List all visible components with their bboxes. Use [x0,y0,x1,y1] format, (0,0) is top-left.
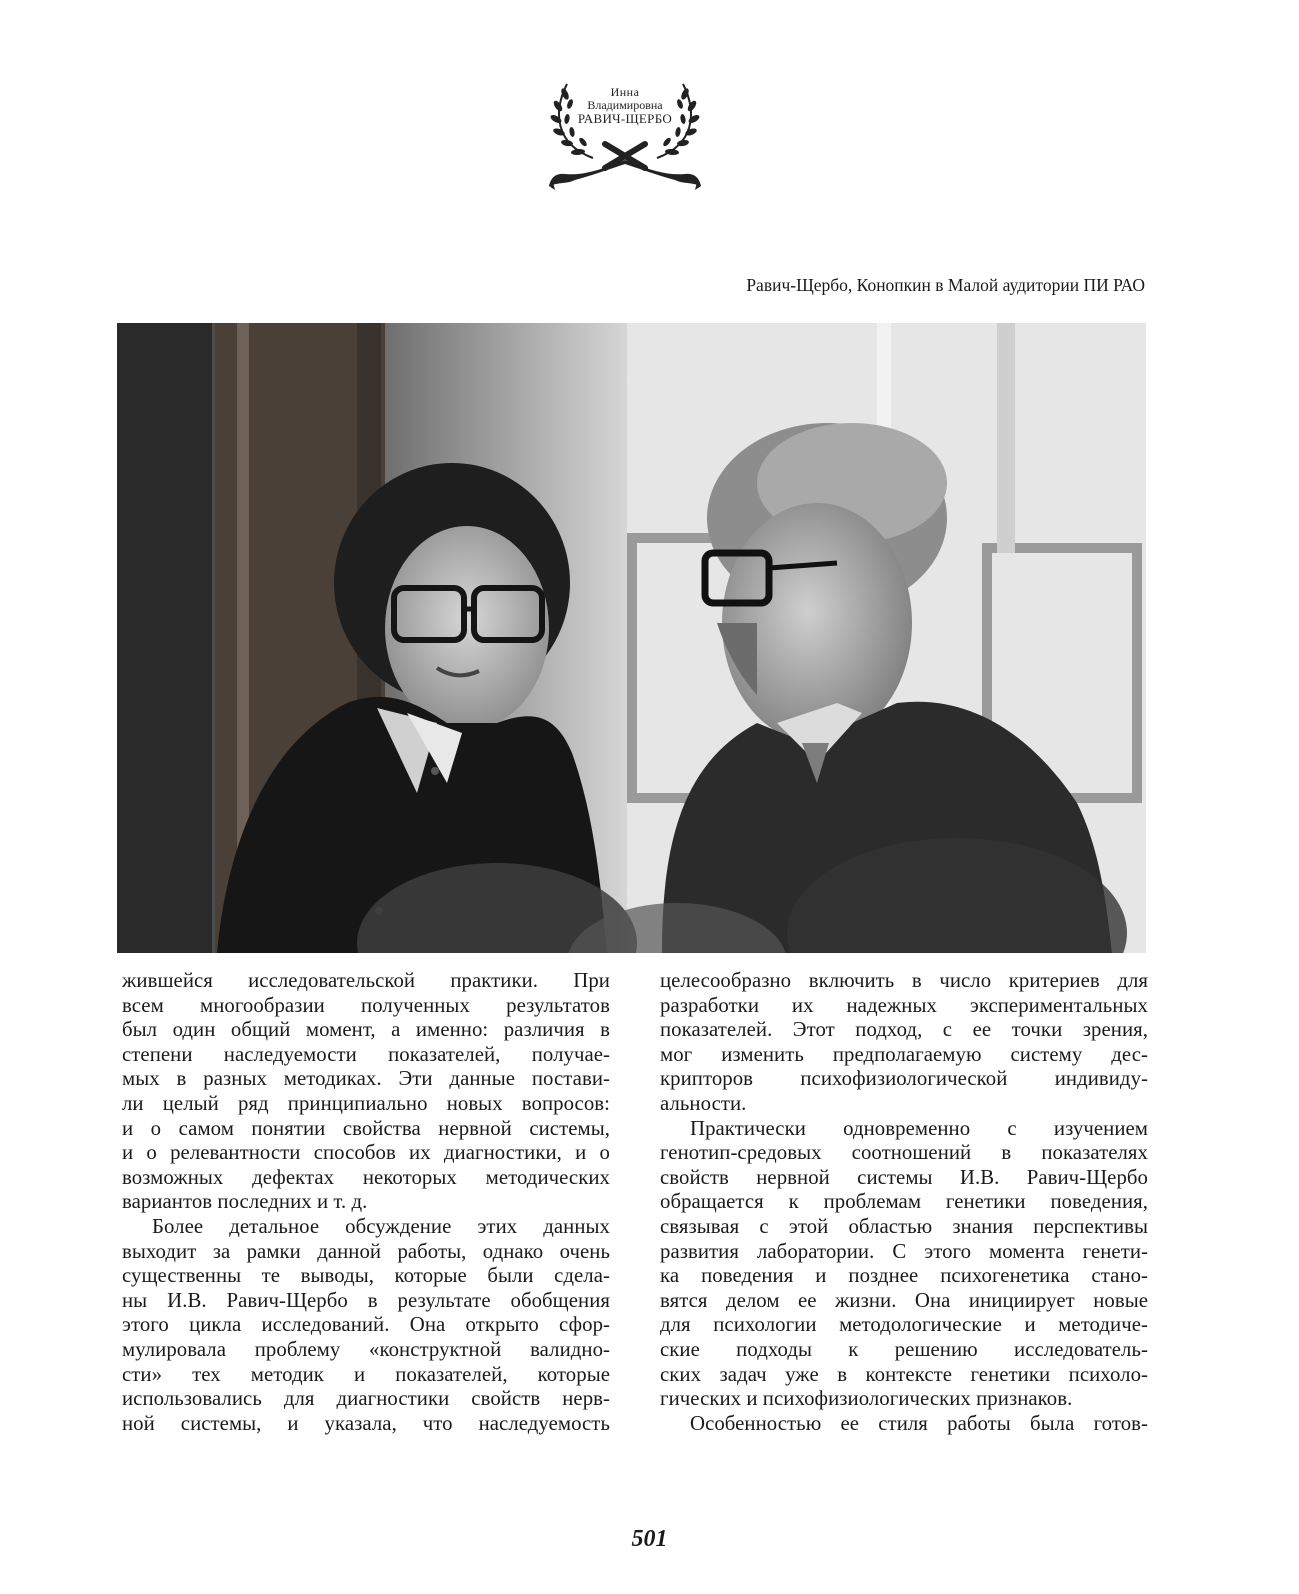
text-line: мых в разных методиках. Эти данные постави- [122,1067,610,1091]
text-line: Более детальное обсуждение этих данных [152,1214,610,1238]
memorial-emblem [545,72,705,194]
text-line: показателей. Этот подход, с ее точки зрения, [660,1018,1148,1042]
text-line: этого цикла исследований. Она открыто сфор- [122,1313,610,1337]
text-line: выходит за рамки данной работы, однако очень [122,1239,610,1263]
text-line: вятся делом ее жизни. Она инициирует новые [660,1288,1148,1312]
text-line: и о самом понятии свойства нервной системы, [122,1116,610,1140]
text-column-right [660,969,1148,1436]
text-line: для психологии методологические и методиче- [660,1313,1148,1337]
emblem-first-name: Инна [610,85,640,99]
text-line: ских задач уже в контексте генетики психоло- [660,1362,1148,1386]
text-line: существенны те выводы, которые были сдела- [122,1264,610,1288]
photo-image [117,323,1146,953]
text-column-left [122,969,610,1436]
text-line: жившейся исследовательской практики. При [122,969,610,992]
text-line: мулировала проблему «конструктной валидно- [122,1337,610,1361]
photo-caption: Равич-Щербо, Конопкин в Малой аудитории ПИ РАО [746,275,1145,295]
text-line: возможных дефектах некоторых методических [122,1165,610,1189]
text-line: обращается к проблемам генетики поведения, [660,1190,1148,1214]
text-line: был один общий момент, а именно: различия в [122,1018,610,1042]
text-line: ной системы, и указала, что наследуемость [122,1411,610,1435]
text-line: гических и психофизиологических признаков. [660,1387,1073,1411]
text-line: ны И.В. Равич-Щербо в результате обобщения [122,1288,610,1312]
text-line: и о релевантности способов их диагностики, и о [122,1141,610,1165]
text-line: ские подходы к решению исследователь- [660,1337,1148,1361]
text-line: Особенностью ее стиля работы была готов- [690,1411,1148,1435]
text-line: связывая с этой областью знания перспективы [660,1214,1148,1238]
text-line: свойств нервной системы И.В. Равич-Щербо [660,1165,1148,1189]
emblem-surname: РАВИЧ-ЩЕРБО [577,111,673,126]
text-line: целесообразно включить в число критериев для [660,969,1148,992]
page-number: 501 [631,1526,668,1552]
text-line: развития лаборатории. С этого момента генети- [660,1239,1148,1263]
text-line: степени наследуемости показателей, получае- [122,1042,610,1066]
text-line: сти» тех методик и показателей, которые [122,1362,610,1386]
text-line: генотип-средовых соотношений в показателях [660,1141,1148,1165]
text-line: альности. [660,1091,747,1115]
text-line: крипторов психофизиологической индивиду- [660,1067,1148,1091]
text-line: всем многообразии полученных результатов [122,993,610,1017]
text-line: использовались для диагностики свойств нерв- [122,1387,610,1411]
photograph [117,323,1146,953]
text-line: ка поведения и позднее психогенетика стано- [660,1264,1148,1288]
text-line: вариантов последних и т. д. [122,1190,368,1214]
text-line: Практически одновременно с изучением [690,1116,1148,1140]
text-line: мог изменить предполагаемую систему дес- [660,1042,1148,1066]
text-line: ли целый ряд принципиально новых вопросов: [122,1091,610,1115]
emblem-patronymic: Владимировна [587,98,663,112]
text-line: разработки их надежных экспериментальных [660,993,1148,1017]
